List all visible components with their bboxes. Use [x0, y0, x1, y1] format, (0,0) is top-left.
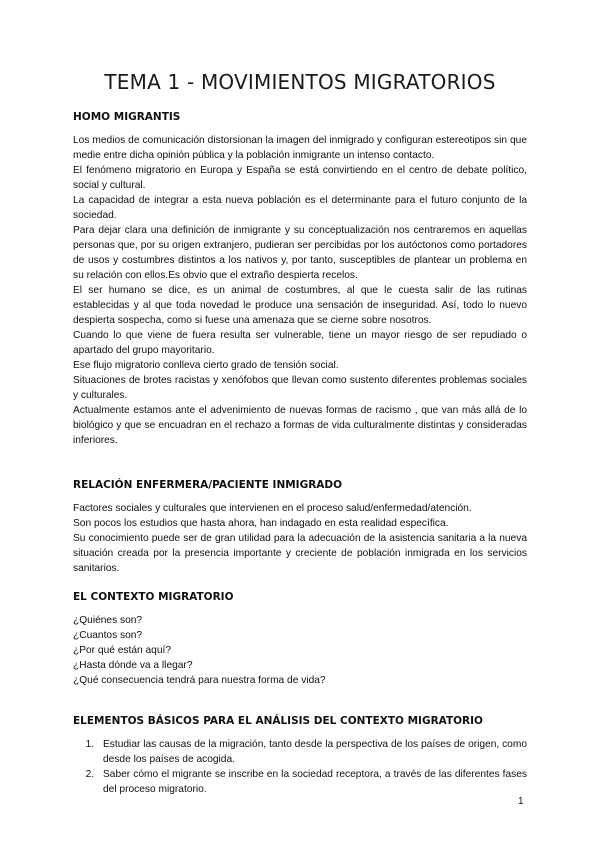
paragraph: Son pocos los estudios que hasta ahora, han indagado en esta realidad específica. [73, 518, 449, 529]
section-relacion-enfermera [73, 478, 527, 576]
paragraph: Factores sociales y culturales que intervienen en el proceso salud/enfermedad/atención. [73, 503, 472, 514]
section-heading: HOMO MIGRANTIS [73, 111, 181, 123]
question-list [73, 613, 527, 688]
list-item: 2. Saber cómo el migrante se inscribe en la sociedad receptora, a través de las diferentes fases del proceso migratorio. [97, 767, 527, 797]
section-contexto-migratorio [73, 590, 527, 688]
paragraph: El ser humano se dice, es un animal de costumbres, al que le cuesta salir de las rutinas establecidas y al que toda novedad le produce una sensación de inseguridad. Así, todo lo nuevo despierta sospecha, como si fuese una amenaza que se cierne sobre nosotros. [73, 285, 527, 326]
paragraph: Ese flujo migratorio conlleva cierto grado de tensión social. [73, 360, 339, 371]
list-item: ¿Hasta dónde va a llegar? [73, 660, 193, 671]
numbered-list [73, 737, 527, 797]
list-item: ¿Qué consecuencia tendrá para nuestra forma de vida? [73, 675, 326, 686]
page-number: 1 [518, 796, 524, 807]
paragraph: Los medios de comunicación distorsionan la imagen del inmigrado y configuran estereotipos sin que medie entre dicha opinión pública y la población inmigrante un intenso contacto. [73, 135, 527, 161]
document-body [73, 110, 527, 797]
paragraph: Su conocimiento puede ser de gran utilidad para la adecuación de la asistencia sanitaria a la nueva situación creada por la presencia importante y creciente de población inmigrada en los servicios sanitarios. [73, 533, 527, 574]
paragraph: El fenómeno migratorio en Europa y España se está convirtiendo en el centro de debate político, social y cultural. [73, 165, 527, 191]
section-heading: RELACIÓN ENFERMERA/PACIENTE INMIGRADO [73, 479, 343, 491]
list-item: ¿Cuantos son? [73, 630, 143, 641]
list-item: ¿Quiénes son? [73, 615, 143, 626]
paragraph: Para dejar clara una definición de inmigrante y su conceptualización nos centraremos en aquellas personas que, por su origen extranjero, pudieran ser percibidas por los autóctonos como portadores de usos y costumbres distintos a los nativos y, por tanto, susceptibles de plantear un problema en su relación con ellos.Es obvio que el extraño despierta recelos. [73, 225, 527, 281]
section-heading: ELEMENTOS BÁSICOS PARA EL ANÁLISIS DEL CONTEXTO MIGRATORIO [73, 715, 483, 727]
list-item: 1. Estudiar las causas de la migración, tanto desde la perspectiva de los países de origen, como desde los países de acogida. [97, 737, 527, 767]
paragraph: Situaciones de brotes racistas y xenófobos que llevan como sustento diferentes problemas sociales y culturales. [73, 375, 527, 401]
section-heading: EL CONTEXTO MIGRATORIO [73, 591, 234, 603]
section-homo-migrantis [73, 110, 527, 448]
paragraph: Cuando lo que viene de fuera resulta ser vulnerable, tiene un mayor riesgo de ser repudiado o apartado del grupo mayoritario. [73, 330, 527, 356]
page-title: TEMA 1 - MOVIMIENTOS MIGRATORIOS [104, 70, 496, 94]
list-item: ¿Por qué están aquí? [73, 645, 171, 656]
section-elementos-basicos [73, 714, 527, 797]
paragraph: La capacidad de integrar a esta nueva población es el determinante para el futuro conjunto de la sociedad. [73, 195, 527, 221]
paragraph: Actualmente estamos ante el advenimiento de nuevas formas de racismo , que van más allá de lo biológico y que se encuadran en el rechazo a formas de vida culturalmente distintas y consideradas inferiores. [73, 405, 527, 446]
